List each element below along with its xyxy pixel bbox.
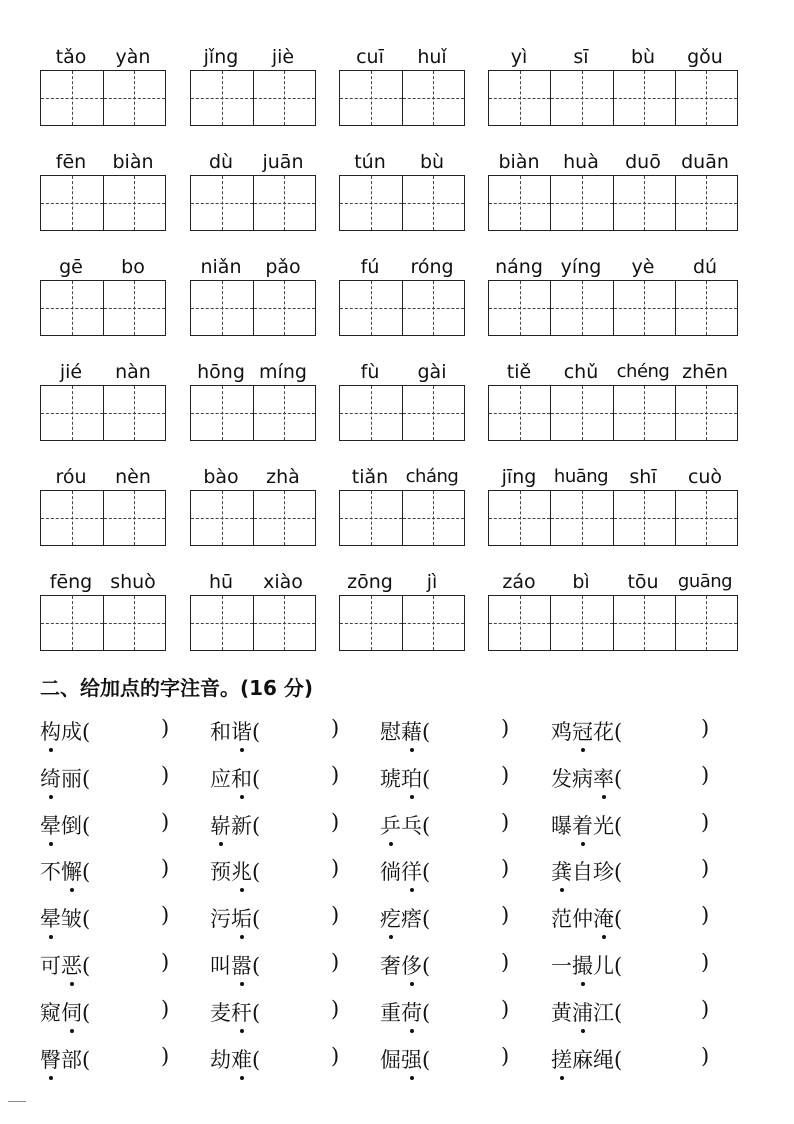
pinyin-label: záo [502,571,536,593]
word: 和谐 [210,716,252,746]
word: 构成 [40,716,82,746]
tian-zi-ge-cell[interactable] [402,176,465,230]
exercise-row [40,903,760,943]
pinyin-label: gǒu [687,46,723,68]
tian-zi-ge-cell[interactable] [103,176,166,230]
pinyin-label: huāng [553,466,609,487]
writing-grid [488,595,738,651]
phonetic-item [40,763,170,793]
exercise-row [40,716,760,756]
writing-grid [190,70,316,126]
writing-grid [190,280,316,336]
pinyin-label: róng [410,256,454,278]
tian-zi-ge-cell[interactable] [675,176,737,230]
open-paren: ( [614,907,623,931]
phonetic-item [210,903,340,933]
word: 不懈 [40,856,82,886]
pinyin-row [0,466,794,574]
open-paren: ( [252,954,261,978]
phonetic-item [40,1044,170,1074]
writing-grid [488,490,738,546]
close-paren: ) [701,716,710,740]
pinyin-label: bo [121,256,145,278]
open-paren: ( [614,1048,623,1072]
tian-zi-ge-cell[interactable] [191,596,253,650]
tian-zi-ge-cell[interactable] [340,491,402,545]
pinyin-label: xiào [263,571,303,593]
pinyin-label: niǎn [200,256,242,278]
pinyin-label: zōng [347,571,393,593]
writing-grid [488,175,738,231]
word: 预兆 [210,856,252,886]
phonetic-item [210,763,340,793]
phonetic-item [380,903,510,933]
word: 乒乓 [380,810,422,840]
pinyin-label: guāng [677,571,733,592]
pinyin-label: huǐ [417,46,447,68]
writing-grid [40,490,166,546]
tian-zi-ge-cell[interactable] [191,491,253,545]
tian-zi-ge-cell[interactable] [613,491,675,545]
pinyin-label: míng [259,361,307,383]
tian-zi-ge-cell[interactable] [340,176,402,230]
close-paren: ) [161,997,170,1021]
pinyin-label: fēng [49,571,93,593]
tian-zi-ge-cell[interactable] [103,596,166,650]
pinyin-label: huà [563,151,599,173]
phonetic-item [380,810,510,840]
pinyin-row [0,46,794,154]
open-paren: ( [252,1048,261,1072]
tian-zi-ge-cell[interactable] [675,386,737,440]
tian-zi-ge-cell[interactable] [402,71,465,125]
tian-zi-ge-cell[interactable] [489,176,550,230]
word: 污垢 [210,903,252,933]
open-paren: ( [252,814,261,838]
pinyin-label: jīng [501,466,537,488]
writing-grid [40,595,166,651]
pinyin-label: duō [625,151,661,173]
close-paren: ) [701,903,710,927]
tian-zi-ge-cell[interactable] [550,596,612,650]
writing-grid [190,595,316,651]
open-paren: ( [82,1048,91,1072]
pinyin-label: cuò [687,466,723,488]
tian-zi-ge-cell[interactable] [191,281,253,335]
writing-grid [40,385,166,441]
writing-grid [190,175,316,231]
phonetic-item [40,903,170,933]
pinyin-label: tún [354,151,386,173]
pinyin-label: cuī [356,46,384,68]
writing-grid [488,280,738,336]
word: 晕倒 [40,810,82,840]
tian-zi-ge-cell[interactable] [41,491,103,545]
phonetic-item [40,716,170,746]
pinyin-label: yì [510,46,528,68]
tian-zi-ge-cell[interactable] [41,281,103,335]
close-paren: ) [161,1044,170,1068]
pinyin-row [0,571,794,679]
phonetic-item [551,856,710,886]
tian-zi-ge-cell[interactable] [253,491,316,545]
close-paren: ) [331,810,340,834]
tian-zi-ge-cell[interactable] [675,71,737,125]
pinyin-label: jì [426,571,438,593]
close-paren: ) [701,997,710,1021]
pinyin-label: zhà [266,466,300,488]
pinyin-label: biàn [498,151,540,173]
close-paren: ) [501,903,510,927]
phonetic-item [40,856,170,886]
tian-zi-ge-cell[interactable] [489,491,550,545]
word: 发病率 [551,763,614,793]
pinyin-label: nàn [115,361,151,383]
pinyin-label: bào [203,466,239,488]
writing-grid [488,70,738,126]
pinyin-label: yè [631,256,655,278]
close-paren: ) [701,763,710,787]
tian-zi-ge-cell[interactable] [103,281,166,335]
open-paren: ( [422,907,431,931]
tian-zi-ge-cell[interactable] [675,596,737,650]
open-paren: ( [82,720,91,744]
word: 范仲淹 [551,903,614,933]
pinyin-label: chǔ [563,361,599,383]
close-paren: ) [331,716,340,740]
tian-zi-ge-cell[interactable] [103,386,166,440]
tian-zi-ge-cell[interactable] [613,596,675,650]
phonetic-item [210,950,340,980]
pinyin-label: jié [59,361,83,383]
phonetic-item [551,810,710,840]
phonetic-item [380,856,510,886]
close-paren: ) [501,950,510,974]
pinyin-label: dù [208,151,234,173]
open-paren: ( [82,814,91,838]
phonetic-item [210,997,340,1027]
close-paren: ) [331,763,340,787]
word: 曝着光 [551,810,614,840]
tian-zi-ge-cell[interactable] [253,596,316,650]
pinyin-label: bù [419,151,445,173]
pinyin-label: gē [59,256,83,278]
open-paren: ( [422,860,431,884]
writing-grid [40,175,166,231]
pinyin-label: bì [572,571,590,593]
tian-zi-ge-cell[interactable] [41,596,103,650]
open-paren: ( [422,1001,431,1025]
phonetic-item [40,810,170,840]
word: 一撮儿 [551,950,614,980]
close-paren: ) [501,856,510,880]
tian-zi-ge-cell[interactable] [402,491,465,545]
phonetic-item [551,997,710,1027]
word: 叫嚣 [210,950,252,980]
pinyin-label: zhēn [682,361,728,383]
pinyin-label: náng [495,256,543,278]
tian-zi-ge-cell[interactable] [550,176,612,230]
word: 劫难 [210,1044,252,1074]
pinyin-label: tǎo [55,46,87,68]
pinyin-label: juān [262,151,304,173]
word: 鸡冠花 [551,716,614,746]
phonetic-item [40,997,170,1027]
open-paren: ( [252,720,261,744]
phonetic-item [551,716,710,746]
writing-grid [40,280,166,336]
open-paren: ( [252,1001,261,1025]
tian-zi-ge-cell[interactable] [675,281,737,335]
close-paren: ) [331,856,340,880]
tian-zi-ge-cell[interactable] [41,386,103,440]
close-paren: ) [161,716,170,740]
pinyin-label: biàn [112,151,154,173]
open-paren: ( [82,860,91,884]
pinyin-label: fú [360,256,380,278]
phonetic-item [210,856,340,886]
writing-grid [488,385,738,441]
writing-grid [190,385,316,441]
open-paren: ( [614,767,623,791]
tian-zi-ge-cell[interactable] [191,386,253,440]
pinyin-label: gài [417,361,447,383]
close-paren: ) [161,856,170,880]
open-paren: ( [82,907,91,931]
open-paren: ( [252,907,261,931]
pinyin-label: shuò [110,571,156,593]
pinyin-label: sī [573,46,589,68]
word: 徜徉 [380,856,422,886]
pinyin-label: nèn [115,466,151,488]
tian-zi-ge-cell[interactable] [253,176,316,230]
open-paren: ( [614,814,623,838]
open-paren: ( [422,1048,431,1072]
tian-zi-ge-cell[interactable] [340,386,402,440]
writing-grid [339,490,465,546]
word: 黄浦江 [551,997,614,1027]
pinyin-label: yíng [560,256,602,278]
close-paren: ) [501,716,510,740]
section-title: 二、给加点的字注音。(16 分) [40,676,314,700]
open-paren: ( [422,814,431,838]
exercise-row [40,997,760,1037]
tian-zi-ge-cell[interactable] [191,176,253,230]
close-paren: ) [701,950,710,974]
exercise-row [40,810,760,850]
close-paren: ) [331,997,340,1021]
writing-grid [40,70,166,126]
pinyin-label: tiǎn [351,466,389,488]
phonetic-item [380,1044,510,1074]
word: 倔强 [380,1044,422,1074]
tian-zi-ge-cell[interactable] [103,491,166,545]
word: 应和 [210,763,252,793]
tian-zi-ge-cell[interactable] [402,386,465,440]
tian-zi-ge-cell[interactable] [103,71,166,125]
writing-grid [339,280,465,336]
close-paren: ) [331,1044,340,1068]
word: 可恶 [40,950,82,980]
tian-zi-ge-cell[interactable] [613,176,675,230]
tian-zi-ge-cell[interactable] [489,386,550,440]
writing-grid [339,175,465,231]
phonetic-item [380,716,510,746]
word: 慰藉 [380,716,422,746]
pinyin-label: dú [692,256,718,278]
phonetic-item [380,997,510,1027]
tian-zi-ge-cell[interactable] [253,386,316,440]
tian-zi-ge-cell[interactable] [402,596,465,650]
tian-zi-ge-cell[interactable] [613,71,675,125]
writing-grid [339,595,465,651]
close-paren: ) [501,997,510,1021]
open-paren: ( [252,767,261,791]
phonetic-item [40,950,170,980]
close-paren: ) [161,950,170,974]
tian-zi-ge-cell[interactable] [340,71,402,125]
page-edge-mark [8,1101,26,1102]
pinyin-label: tiě [506,361,532,383]
phonetic-item [551,763,710,793]
word: 疙瘩 [380,903,422,933]
close-paren: ) [161,903,170,927]
open-paren: ( [422,720,431,744]
pinyin-label: shī [629,466,657,488]
exercise-row [40,763,760,803]
word: 绮丽 [40,763,82,793]
close-paren: ) [501,1044,510,1068]
open-paren: ( [82,1001,91,1025]
phonetic-item [551,903,710,933]
phonetic-item [380,763,510,793]
open-paren: ( [422,767,431,791]
writing-grid [190,490,316,546]
pinyin-label: fù [360,361,380,383]
pinyin-row [0,256,794,364]
pinyin-label: duān [681,151,729,173]
open-paren: ( [614,720,623,744]
tian-zi-ge-cell[interactable] [41,71,103,125]
phonetic-item [551,950,710,980]
exercise-row [40,1044,760,1084]
pinyin-label: fēn [55,151,87,173]
tian-zi-ge-cell[interactable] [613,386,675,440]
open-paren: ( [614,860,623,884]
open-paren: ( [614,954,623,978]
pinyin-label: jiè [271,46,295,68]
tian-zi-ge-cell[interactable] [253,281,316,335]
pinyin-label: yàn [115,46,151,68]
close-paren: ) [701,810,710,834]
word: 窥伺 [40,997,82,1027]
open-paren: ( [614,1001,623,1025]
tian-zi-ge-cell[interactable] [613,281,675,335]
pinyin-label: bù [630,46,656,68]
tian-zi-ge-cell[interactable] [340,281,402,335]
phonetic-item [551,1044,710,1074]
close-paren: ) [331,903,340,927]
tian-zi-ge-cell[interactable] [550,71,612,125]
word: 重荷 [380,997,422,1027]
open-paren: ( [82,767,91,791]
word: 搓麻绳 [551,1044,614,1074]
close-paren: ) [161,810,170,834]
pinyin-label: hū [208,571,234,593]
close-paren: ) [501,763,510,787]
word: 晕皱 [40,903,82,933]
tian-zi-ge-cell[interactable] [191,71,253,125]
close-paren: ) [161,763,170,787]
word: 奢侈 [380,950,422,980]
open-paren: ( [252,860,261,884]
exercise-row [40,950,760,990]
pinyin-label: pǎo [265,256,301,278]
close-paren: ) [701,1044,710,1068]
close-paren: ) [501,810,510,834]
word: 臀部 [40,1044,82,1074]
tian-zi-ge-cell[interactable] [402,281,465,335]
close-paren: ) [331,950,340,974]
phonetic-item [380,950,510,980]
word: 琥珀 [380,763,422,793]
phonetic-item [210,1044,340,1074]
writing-grid [339,70,465,126]
tian-zi-ge-cell[interactable] [489,596,550,650]
tian-zi-ge-cell[interactable] [41,176,103,230]
pinyin-label: jǐng [203,46,239,68]
word: 麦秆 [210,997,252,1027]
pinyin-row [0,361,794,469]
word: 龚自珍 [551,856,614,886]
writing-grid [339,385,465,441]
pinyin-label: hōng [197,361,245,383]
word: 崭新 [210,810,252,840]
phonetic-item [210,716,340,746]
pinyin-label: cháng [405,466,459,487]
close-paren: ) [701,856,710,880]
pinyin-label: tōu [627,571,659,593]
tian-zi-ge-cell[interactable] [675,491,737,545]
pinyin-label: chéng [616,361,670,382]
pinyin-row [0,151,794,259]
tian-zi-ge-cell[interactable] [550,281,612,335]
pinyin-label: róu [55,466,87,488]
exercise-row [40,856,760,896]
open-paren: ( [422,954,431,978]
phonetic-item [210,810,340,840]
tian-zi-ge-cell[interactable] [253,71,316,125]
tian-zi-ge-cell[interactable] [340,596,402,650]
open-paren: ( [82,954,91,978]
tian-zi-ge-cell[interactable] [489,71,550,125]
tian-zi-ge-cell[interactable] [550,491,612,545]
tian-zi-ge-cell[interactable] [489,281,550,335]
tian-zi-ge-cell[interactable] [550,386,612,440]
